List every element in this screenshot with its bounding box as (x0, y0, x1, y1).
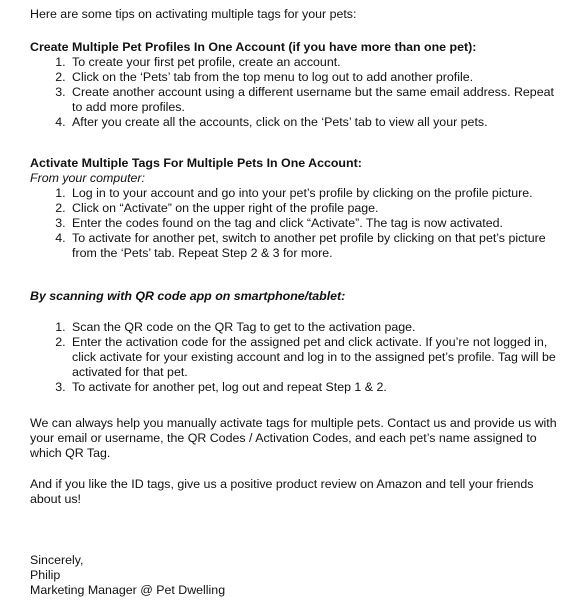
review-paragraph-block (30, 477, 562, 507)
intro-text (30, 7, 562, 22)
section2-list (30, 186, 562, 261)
section1-heading: Create Multiple Pet Profiles In One Account (if you have more than one pet): (30, 40, 477, 54)
section3-heading: By scanning with QR code app on smartphone/tablet: (30, 289, 346, 303)
help-paragraph-block (30, 416, 562, 461)
review-paragraph: And if you like the ID tags, give us a positive product review on Amazon and tell your friends about us! (30, 477, 534, 506)
section2-subheading: From your computer: (30, 171, 145, 185)
intro-line: Here are some tips on activating multiple tags for your pets: (30, 7, 357, 21)
section-qr-scanning (30, 289, 562, 304)
list-item: 2. Click on the ‘Pets’ tab from the top menu to log out to add another profile. (69, 70, 562, 85)
signature-name: Philip (30, 568, 61, 582)
list-item: 1. To create your first pet profile, create an account. (69, 55, 562, 70)
section1-list (30, 55, 562, 130)
list-item: 4. To activate for another pet, switch to another pet profile by clicking on that pet’s picture from the ‘Pets’ tab. Repeat Step 2 & 3 for more. (69, 231, 562, 261)
list-item: 1. Scan the QR code on the QR Tag to get to the activation page. (69, 320, 562, 335)
list-item: 3. Create another account using a different username but the same email address. Repeat to add more profiles. (69, 85, 562, 115)
signature-title: Marketing Manager @ Pet Dwelling (30, 583, 226, 597)
list-item: 2. Enter the activation code for the assigned pet and click activate. If you’re not logged in, click activate for your existing account and log in to the assigned pet’s profile. Tag will be activated for that pet. (69, 335, 562, 380)
signature-closing: Sincerely, (30, 553, 84, 567)
list-item: 3. To activate for another pet, log out and repeat Step 1 & 2. (69, 380, 562, 395)
list-item: 1. Log in to your account and go into your pet’s profile by clicking on the profile picture. (69, 186, 562, 201)
section3-list-block (30, 320, 562, 395)
help-paragraph: We can always help you manually activate tags for multiple pets. Contact us and provide us with your email or username, the QR Codes / Activation Codes, and each pet’s name assigned to which QR Tag. (30, 416, 557, 460)
list-item: 2. Click on “Activate” on the upper right of the profile page. (69, 201, 562, 216)
section-multiple-profiles (30, 40, 562, 130)
section3-list (30, 320, 562, 395)
section2-heading: Activate Multiple Tags For Multiple Pets In One Account: (30, 156, 362, 170)
list-item: 4. After you create all the accounts, click on the ‘Pets’ tab to view all your pets. (69, 115, 562, 130)
signature (30, 553, 562, 598)
list-item: 3. Enter the codes found on the tag and click “Activate”. The tag is now activated. (69, 216, 562, 231)
section-activate-multiple-tags (30, 156, 562, 261)
